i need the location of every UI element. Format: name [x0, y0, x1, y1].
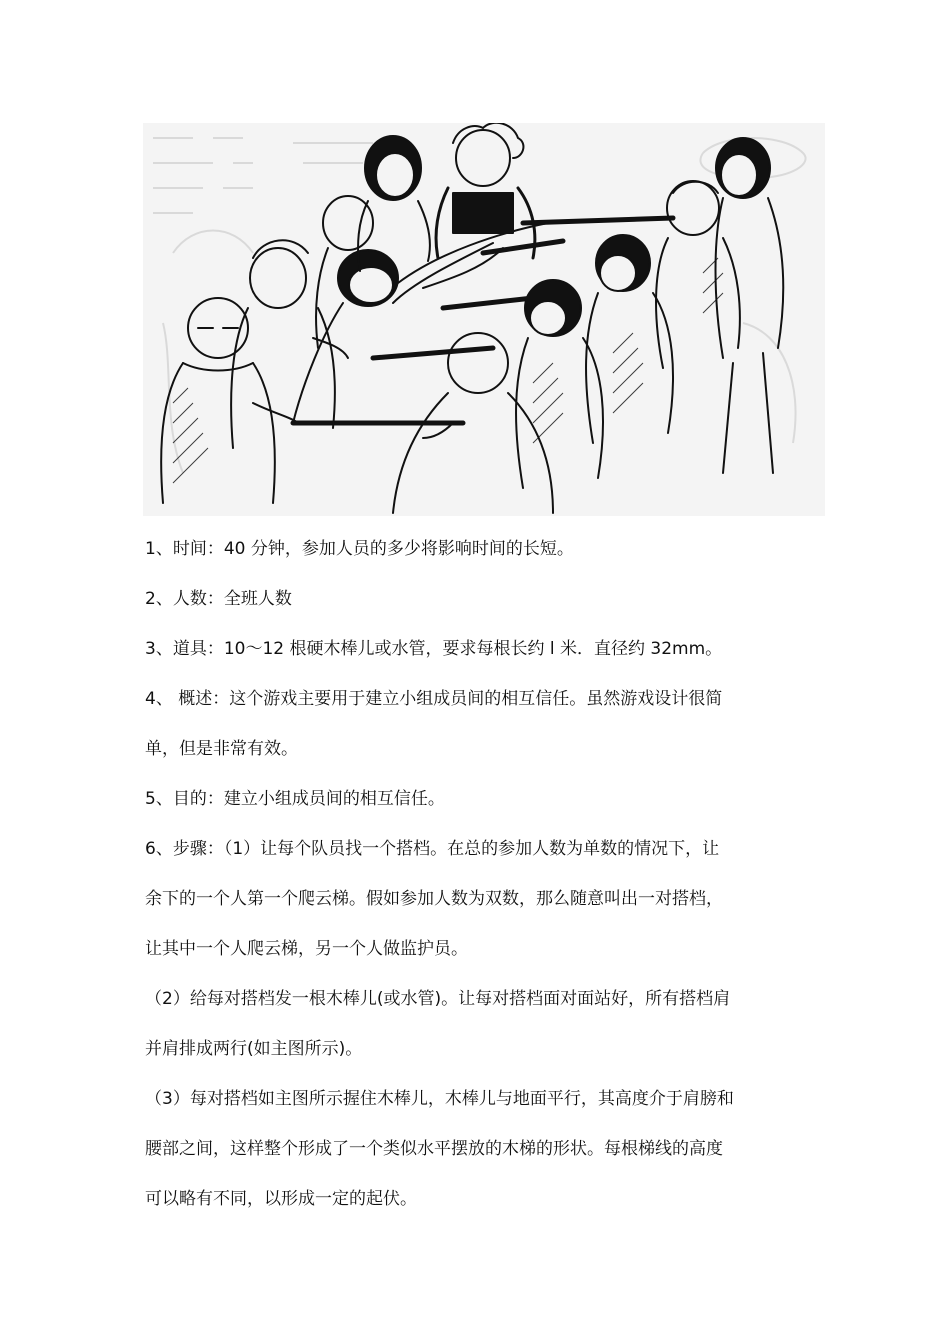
- text-line-step2-2: 并肩排成两行(如主图所示)。: [145, 1039, 363, 1059]
- text-line-props: 3、道具：10～12 根硬木棒儿或水管，要求每根长约 l 米．直径约 32mm。: [145, 639, 723, 659]
- text-line-steps: 6、步骤：（1）让每个队员找一个搭档。在总的参加人数为单数的情况下，让: [145, 839, 720, 859]
- text-line-overview-2: 单，但是非常有效。: [145, 739, 298, 759]
- text-line-people: 2、人数：全班人数: [145, 589, 292, 609]
- text-line-step3-2: 腰部之间，这样整个形成了一个类似水平摆放的木梯的形状。每根梯线的高度: [145, 1139, 723, 1159]
- text-line-steps-3: 让其中一个人爬云梯，另一个人做监护员。: [145, 939, 468, 959]
- text-line-step3-3: 可以略有不同，以形成一定的起伏。: [145, 1189, 417, 1209]
- text-line-purpose: 5、目的：建立小组成员间的相互信任。: [145, 789, 445, 809]
- team-ladder-icon: [143, 123, 825, 516]
- text-line-step3: （3）每对搭档如主图所示握住木棒儿，木棒儿与地面平行，其高度介于肩膀和: [145, 1089, 734, 1109]
- text-line-steps-2: 余下的一个人第一个爬云梯。假如参加人数为双数，那么随意叫出一对搭档，: [145, 889, 723, 909]
- team-ladder-illustration: [143, 123, 825, 516]
- text-line-time: 1、时间：40 分钟，参加人员的多少将影响时间的长短。: [145, 539, 574, 559]
- text-line-step2: （2）给每对搭档发一根木棒儿(或水管)。让每对搭档面对面站好，所有搭档肩: [145, 989, 731, 1009]
- text-line-overview: 4、 概述：这个游戏主要用于建立小组成员间的相互信任。虽然游戏设计很简: [145, 689, 723, 709]
